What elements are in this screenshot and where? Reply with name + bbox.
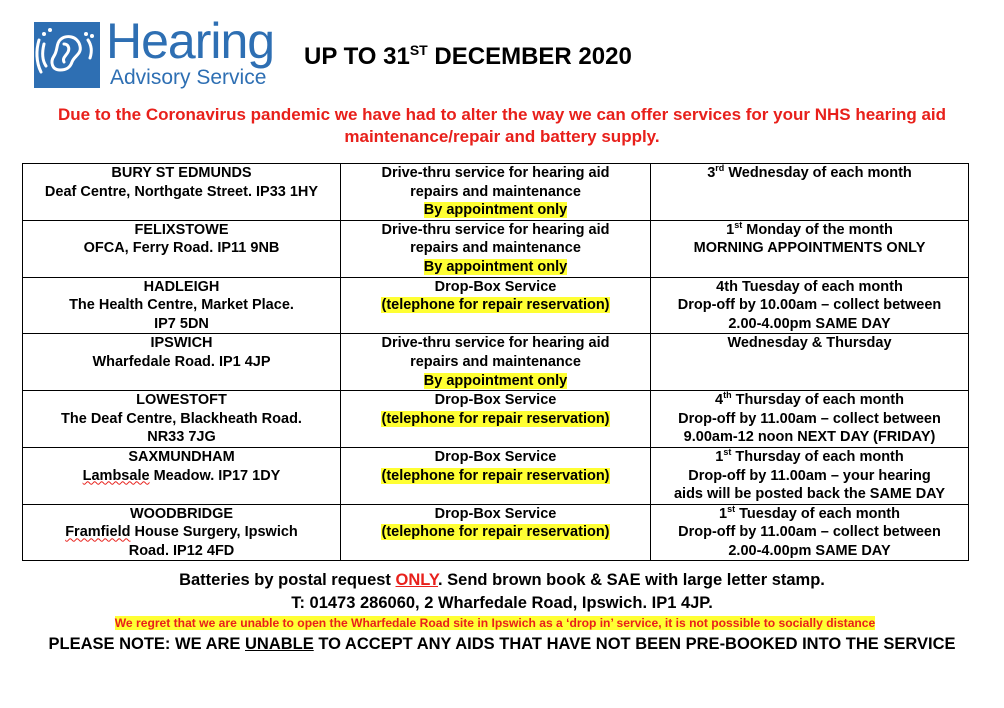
regret-notice: We regret that we are unable to open the Wharfedale Road site in Ipswich as a ‘drop in’ service, it is not possible to socially distance xyxy=(114,616,876,630)
appointment-note: By appointment only xyxy=(423,372,568,389)
schedule-line: aids will be posted back the SAME DAY xyxy=(673,486,945,503)
service-line: repairs and maintenance xyxy=(410,183,581,200)
contact-details: T: 01473 286060, 2 Wharfedale Road, Ipswich. IP1 4JP. xyxy=(291,594,713,612)
table-row xyxy=(23,447,969,504)
table-row xyxy=(23,504,969,561)
service-line: Drop-Box Service xyxy=(434,505,557,522)
service-schedule-table xyxy=(22,163,969,561)
address-line-2: NR33 7JG xyxy=(147,429,216,446)
address: Wharfedale Road. IP1 4JP xyxy=(92,353,271,370)
address: Lambsale Meadow. IP17 1DY xyxy=(82,467,281,484)
address: The Health Centre, Market Place. xyxy=(69,297,294,314)
service-line: Drop-Box Service xyxy=(434,448,557,465)
reservation-note: (telephone for repair reservation) xyxy=(381,524,610,541)
town-name: IPSWICH xyxy=(150,335,213,352)
schedule-line: Drop-off by 11.00am – collect between xyxy=(678,410,941,427)
schedule-cell xyxy=(651,164,969,221)
schedule-line: 2.00-4.00pm SAME DAY xyxy=(728,315,891,332)
address-line-2: IP7 5DN xyxy=(154,315,209,332)
service-cell xyxy=(341,220,651,277)
schedule-line: 2.00-4.00pm SAME DAY xyxy=(728,542,891,559)
town-name: FELIXSTOWE xyxy=(134,221,229,238)
schedule-cell xyxy=(651,504,969,561)
service-line: repairs and maintenance xyxy=(410,240,581,257)
table-row xyxy=(23,277,969,334)
schedule-cell xyxy=(651,220,969,277)
service-line: repairs and maintenance xyxy=(410,353,581,370)
town-name: LOWESTOFT xyxy=(136,392,227,409)
logo-title: Hearing xyxy=(106,13,275,69)
page-title: UP TO 31ST DECEMBER 2020 xyxy=(304,42,632,70)
reservation-note: (telephone for repair reservation) xyxy=(381,410,610,427)
reservation-note: (telephone for repair reservation) xyxy=(381,467,610,484)
location-cell xyxy=(23,447,341,504)
table-row xyxy=(23,164,969,221)
service-cell xyxy=(341,391,651,448)
service-line: Drop-Box Service xyxy=(434,392,557,409)
service-cell xyxy=(341,334,651,391)
schedule-line: Drop-off by 11.00am – your hearing xyxy=(688,467,931,484)
service-line: Drive-thru service for hearing aid xyxy=(381,221,610,238)
location-cell xyxy=(23,391,341,448)
service-line: Drive-thru service for hearing aid xyxy=(381,335,610,352)
address: Deaf Centre, Northgate Street. IP33 1HY xyxy=(44,183,319,200)
service-cell xyxy=(341,277,651,334)
location-cell xyxy=(23,334,341,391)
batteries-note: Batteries by postal request ONLY. Send brown book & SAE with large letter stamp. xyxy=(179,571,825,589)
please-note: PLEASE NOTE: WE ARE UNABLE TO ACCEPT ANY AIDS THAT HAVE NOT BEEN PRE-BOOKED INTO THE SERVICE xyxy=(48,635,956,653)
schedule-line: 9.00am-12 noon NEXT DAY (FRIDAY) xyxy=(683,429,936,446)
town-name: HADLEIGH xyxy=(143,278,220,295)
schedule-line: 1st Tuesday of each month xyxy=(719,503,900,522)
service-cell xyxy=(341,447,651,504)
town-name: SAXMUNDHAM xyxy=(128,448,235,465)
location-cell xyxy=(23,277,341,334)
schedule-cell xyxy=(651,277,969,334)
location-cell xyxy=(23,220,341,277)
schedule-line: 1st Monday of the month xyxy=(726,219,893,238)
schedule-line: 4th Tuesday of each month xyxy=(716,278,903,295)
town-name: BURY ST EDMUNDS xyxy=(111,165,252,181)
schedule-cell xyxy=(651,334,969,391)
table-row xyxy=(23,391,969,448)
location-cell xyxy=(23,504,341,561)
schedule-line: 3rd Wednesday of each month xyxy=(707,163,912,181)
service-cell xyxy=(341,164,651,221)
address: OFCA, Ferry Road. IP11 9NB xyxy=(83,240,280,257)
schedule-line: 4th Thursday of each month xyxy=(715,390,904,409)
service-line: Drop-Box Service xyxy=(434,278,557,295)
appointment-note: By appointment only xyxy=(423,202,568,219)
schedule-line: Wednesday & Thursday xyxy=(727,335,892,352)
table-row xyxy=(23,220,969,277)
reservation-note: (telephone for repair reservation) xyxy=(381,297,610,314)
schedule-cell xyxy=(651,391,969,448)
schedule-line: Drop-off by 11.00am – collect between xyxy=(678,524,941,541)
schedule-line: 1st Thursday of each month xyxy=(715,447,904,465)
service-cell xyxy=(341,504,651,561)
logo-subtitle: Advisory Service xyxy=(110,66,267,89)
schedule-line: Drop-off by 10.00am – collect between xyxy=(677,297,942,314)
address-line-2: Road. IP12 4FD xyxy=(128,542,235,559)
table-row xyxy=(23,334,969,391)
address: Framfield House Surgery, Ipswich xyxy=(65,524,298,541)
town-name: WOODBRIDGE xyxy=(129,505,234,522)
service-line: Drive-thru service for hearing aid xyxy=(381,165,610,181)
location-cell xyxy=(23,164,341,221)
covid-notice: Due to the Coronavirus pandemic we have had to alter the way we can offer services for your NHS hearing aid maintenance/repair and battery supply. xyxy=(57,105,947,146)
schedule-line: MORNING APPOINTMENTS ONLY xyxy=(693,240,926,257)
address: The Deaf Centre, Blackheath Road. xyxy=(61,410,302,427)
appointment-note: By appointment only xyxy=(423,258,568,275)
logo xyxy=(34,13,275,90)
ear-icon xyxy=(34,22,100,88)
schedule-cell xyxy=(651,447,969,504)
